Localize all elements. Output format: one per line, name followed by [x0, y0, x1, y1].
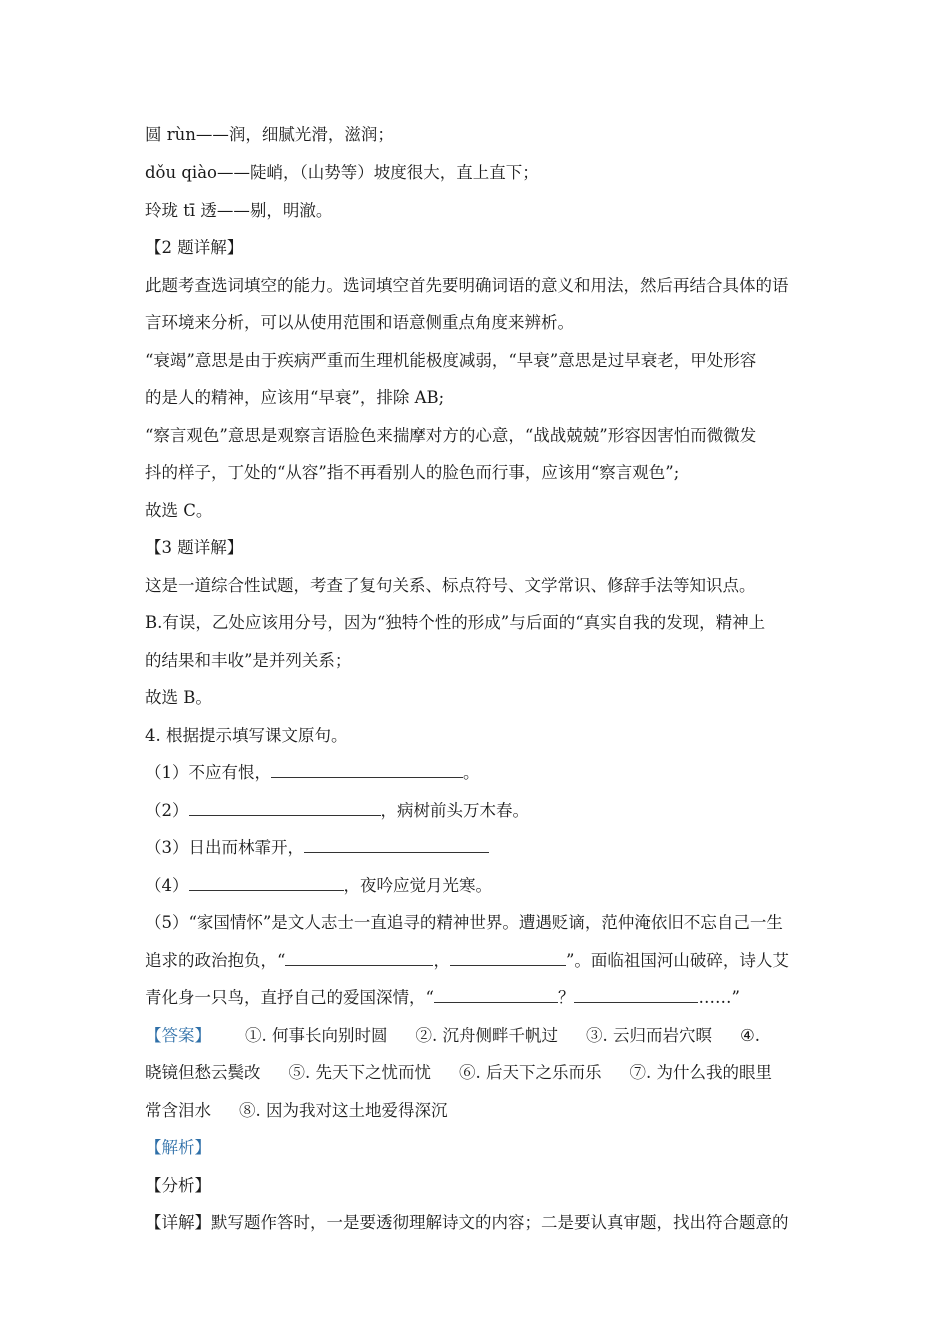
answer-item: ①. 何事长向别时圆 — [245, 1026, 388, 1045]
answer-blank — [434, 988, 558, 1003]
answer-item: 常含泪水 — [145, 1101, 211, 1120]
prompt-text: ，夜吟应觉月光寒。 — [343, 876, 492, 895]
question-4-5-cont — [145, 986, 810, 1010]
detail-label: 【详解】 — [145, 1213, 211, 1232]
answer-blank — [574, 988, 698, 1003]
answer-line — [145, 1061, 810, 1085]
analysis-label: 【解析】 — [145, 1138, 211, 1157]
prompt-text: 。 — [463, 763, 480, 782]
text-line: “衰竭”意思是由于疾病严重而生理机能极度减弱，“早衰”意思是过早衰老，甲处形容 — [145, 351, 757, 370]
prompt-text: ？ — [557, 988, 575, 1007]
answer-blank — [285, 951, 433, 966]
answer-line — [145, 1024, 810, 1048]
text-line: 圆 rùn——润，细腻光滑，滋润； — [145, 125, 394, 144]
answer-item: 晓镜但愁云鬓改 — [145, 1063, 261, 1082]
answer-item: ③. 云归而岩穴暝 — [586, 1026, 712, 1045]
question-4-1 — [145, 761, 810, 785]
question-4-title: 4. 根据提示填写课文原句。 — [145, 726, 348, 745]
question-4-5: （5）“家国情怀”是文人志士一直追寻的精神世界。遭遇贬谪，范仲淹依旧不忘自己一生 — [145, 913, 783, 932]
text-line: 故选 B。 — [145, 688, 212, 707]
prompt-text: ， — [433, 951, 450, 970]
text-line: 玲珑 tī 透——剔，明澈。 — [145, 201, 333, 220]
text-line: 的结果和丰收”是并列关系； — [145, 651, 352, 670]
question-4-5-cont — [145, 949, 810, 973]
answer-item: ⑤. 先天下之忧而忧 — [288, 1063, 431, 1082]
text-line: dǒu qiào——陡峭，（山势等）坡度很大，直上直下； — [145, 163, 539, 182]
answer-label: 【答案】 — [145, 1026, 211, 1045]
text-line: 这是一道综合性试题，考查了复句关系、标点符号、文学常识、修辞手法等知识点。 — [145, 576, 756, 595]
question-4-3 — [145, 836, 810, 860]
question-4-4 — [145, 874, 810, 898]
answer-item: ⑧. 因为我对这土地爱得深沉 — [239, 1101, 448, 1120]
question-4-2 — [145, 799, 810, 823]
analysis-detail — [145, 1211, 810, 1235]
detail-text: 默写题作答时，一是要透彻理解诗文的内容；二是要认真审题，找出符合题意的 — [211, 1213, 789, 1232]
answer-blank — [304, 838, 489, 853]
answer-item: ②. 沉舟侧畔千帆过 — [415, 1026, 558, 1045]
answer-item: ⑥. 后天下之乐而乐 — [459, 1063, 602, 1082]
answer-line — [145, 1099, 810, 1123]
prompt-text: （3）日出而林霏开， — [145, 838, 304, 857]
prompt-text: ……” — [698, 988, 740, 1007]
answer-blank — [271, 763, 463, 778]
text-line: 故选 C。 — [145, 501, 213, 520]
prompt-text: 青化身一只鸟，直抒自己的爱国深情，“ — [145, 988, 434, 1007]
text-line: “察言观色”意思是观察言语脸色来揣摩对方的心意，“战战兢兢”形容因害怕而微微发 — [145, 426, 757, 445]
analysis-sub-heading: 【分析】 — [145, 1176, 211, 1195]
prompt-text: （4） — [145, 876, 189, 895]
text-line: 此题考查选词填空的能力。选词填空首先要明确词语的意义和用法，然后再结合具体的语 — [145, 276, 789, 295]
text-line: B.有误，乙处应该用分号，因为“独特个性的形成”与后面的“真实自我的发现，精神上 — [145, 613, 766, 632]
answer-blank — [189, 801, 381, 816]
text-line: 的是人的精神，应该用“早衰”，排除 AB; — [145, 388, 445, 407]
text-line: 抖的样子，丁处的“从容”指不再看别人的脸色而行事，应该用“察言观色”; — [145, 463, 680, 482]
section-heading-q3: 【3 题详解】 — [145, 538, 244, 557]
answer-blank — [189, 876, 344, 891]
text-line: 言环境来分析，可以从使用范围和语意侧重点角度来辨析。 — [145, 313, 574, 332]
prompt-text: （2） — [145, 801, 189, 820]
answer-blank — [450, 951, 566, 966]
prompt-text: 追求的政治抱负，“ — [145, 951, 286, 970]
answer-item: ④. — [740, 1026, 761, 1045]
section-heading-q2: 【2 题详解】 — [145, 238, 244, 257]
prompt-text: （1）不应有恨， — [145, 763, 271, 782]
prompt-text: ”。面临祖国河山破碎，诗人艾 — [565, 951, 789, 970]
prompt-text: ，病树前头万木春。 — [380, 801, 529, 820]
answer-item: ⑦. 为什么我的眼里 — [629, 1063, 772, 1082]
